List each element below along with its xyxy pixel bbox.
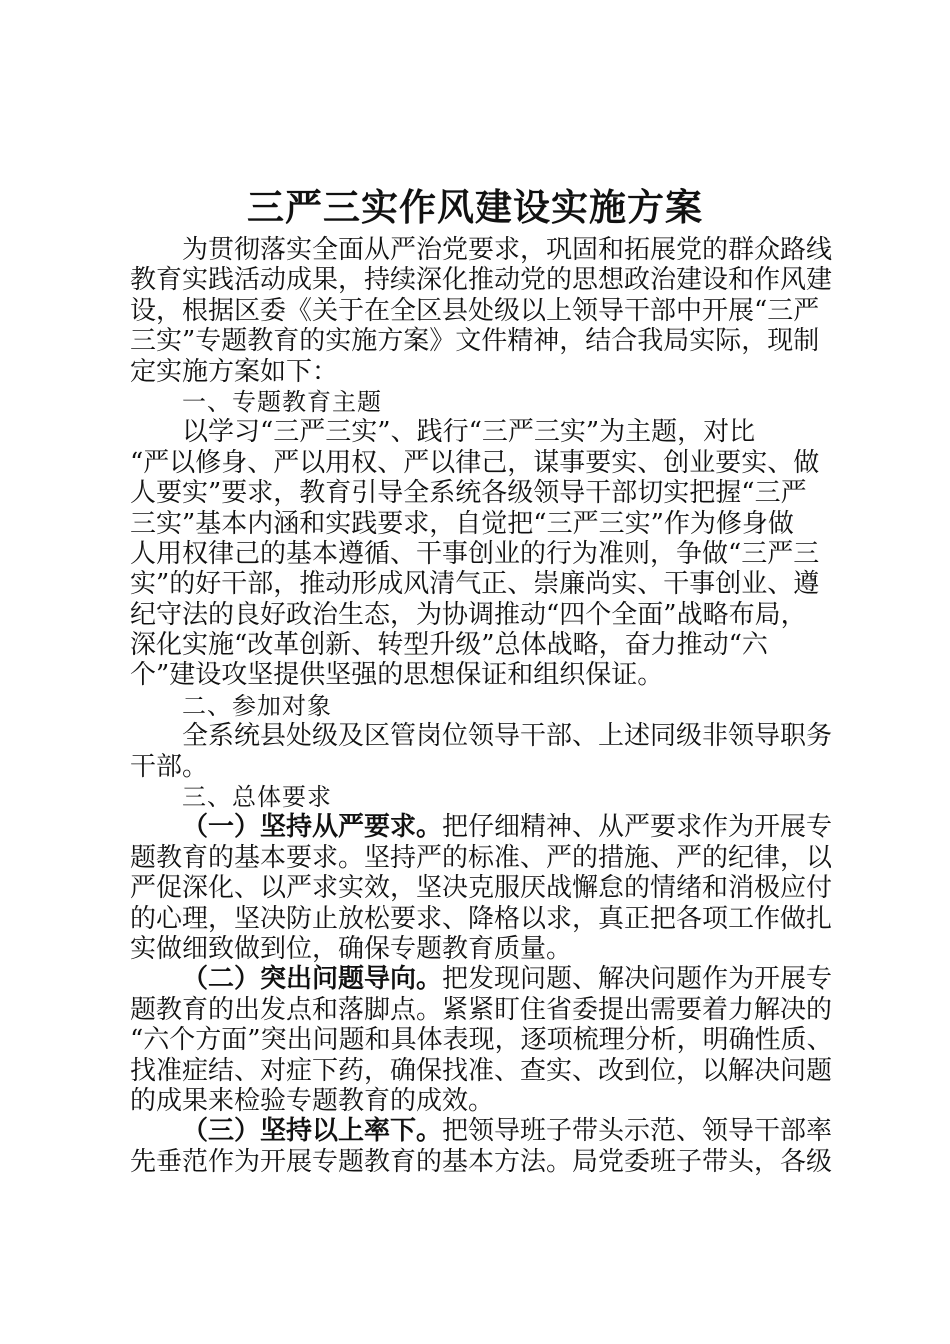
item-line: 题教育的基本要求。坚持严的标准、严的措施、严的纪律，以 <box>130 842 833 873</box>
document-body <box>130 235 833 1177</box>
section1-line: 个”建设攻坚提供坚强的思想保证和组织保证。 <box>130 660 664 691</box>
item-text: 把发现问题、解决问题作为开展专 <box>442 964 833 995</box>
item-first-line <box>130 1116 833 1147</box>
item-line: 严促深化、以严求实效，坚决克服厌战懈怠的情绪和消极应付 <box>130 873 833 904</box>
section1-line: 实”的好干部，推动形成风清气正、崇廉尚实、干事创业、遵 <box>130 569 820 600</box>
intro-line: 教育实践活动成果，持续深化推动党的思想政治建设和作风建 <box>130 265 833 296</box>
section-heading: 一、专题教育主题 <box>182 387 382 416</box>
document-title: 三严三实作风建设实施方案 <box>247 186 703 229</box>
item-first-line <box>130 812 833 843</box>
section-heading: 三、总体要求 <box>182 783 332 812</box>
item-text: 把仔细精神、从严要求作为开展专 <box>442 812 833 843</box>
section1-line: 人要实”要求，教育引导全系统各级领导干部切实把握“三严 <box>130 478 807 509</box>
item-line: “六个方面”突出问题和具体表现，逐项梳理分析，明确性质、 <box>130 1025 833 1056</box>
section2-line: 干部。 <box>130 751 209 782</box>
section1-line: 深化实施“改革创新、转型升级”总体战略，奋力推动“六 <box>130 630 768 661</box>
item-line: 的心理，坚决防止放松要求、降格以求，真正把各项工作做扎 <box>130 903 833 934</box>
item-line: 找准症结、对症下药，确保找准、查实、改到位，以解决问题 <box>130 1055 833 1086</box>
intro-line: 三实”专题教育的实施方案》文件精神，结合我局实际，现制 <box>130 326 820 357</box>
section-heading: 二、参加对象 <box>182 691 332 720</box>
section1-line: “严以修身、严以用权、严以律己，谋事要实、创业要实、做 <box>130 447 820 478</box>
item-line: 的成果来检验专题教育的成效。 <box>130 1085 495 1116</box>
section1-line: 纪守法的良好政治生态，为协调推动“四个全面”战略布局， <box>130 599 807 630</box>
intro-line: 为贯彻落实全面从严治党要求，巩固和拓展党的群众路线 <box>182 235 833 265</box>
item-line: 题教育的出发点和落脚点。紧紧盯住省委提出需要着力解决的 <box>130 994 833 1025</box>
section1-line: 人用权律己的基本遵循、干事创业的行为准则，争做“三严三 <box>130 538 820 569</box>
item-text: 把领导班子带头示范、领导干部率 <box>442 1116 833 1147</box>
item-line: 先垂范作为开展专题教育的基本方法。局党委班子带头，各级 <box>130 1146 833 1177</box>
item-lead: （一）坚持从严要求。 <box>182 812 443 843</box>
item-lead: （三）坚持以上率下。 <box>182 1116 443 1147</box>
item-line: 实做细致做到位，确保专题教育质量。 <box>130 933 573 964</box>
intro-line: 定实施方案如下： <box>130 356 339 387</box>
section2-line: 全系统县处级及区管岗位领导干部、上述同级非领导职务 <box>182 721 833 752</box>
section1-line: 三实”基本内涵和实践要求，自觉把“三严三实”作为修身做 <box>130 508 794 539</box>
item-lead: （二）突出问题导向。 <box>182 964 443 995</box>
intro-line: 设，根据区委《关于在全区县处级以上领导干部中开展“三严 <box>130 295 820 326</box>
item-first-line <box>130 964 833 995</box>
section1-line: 以学习“三严三实”、践行“三严三实”为主题，对比 <box>182 417 756 448</box>
